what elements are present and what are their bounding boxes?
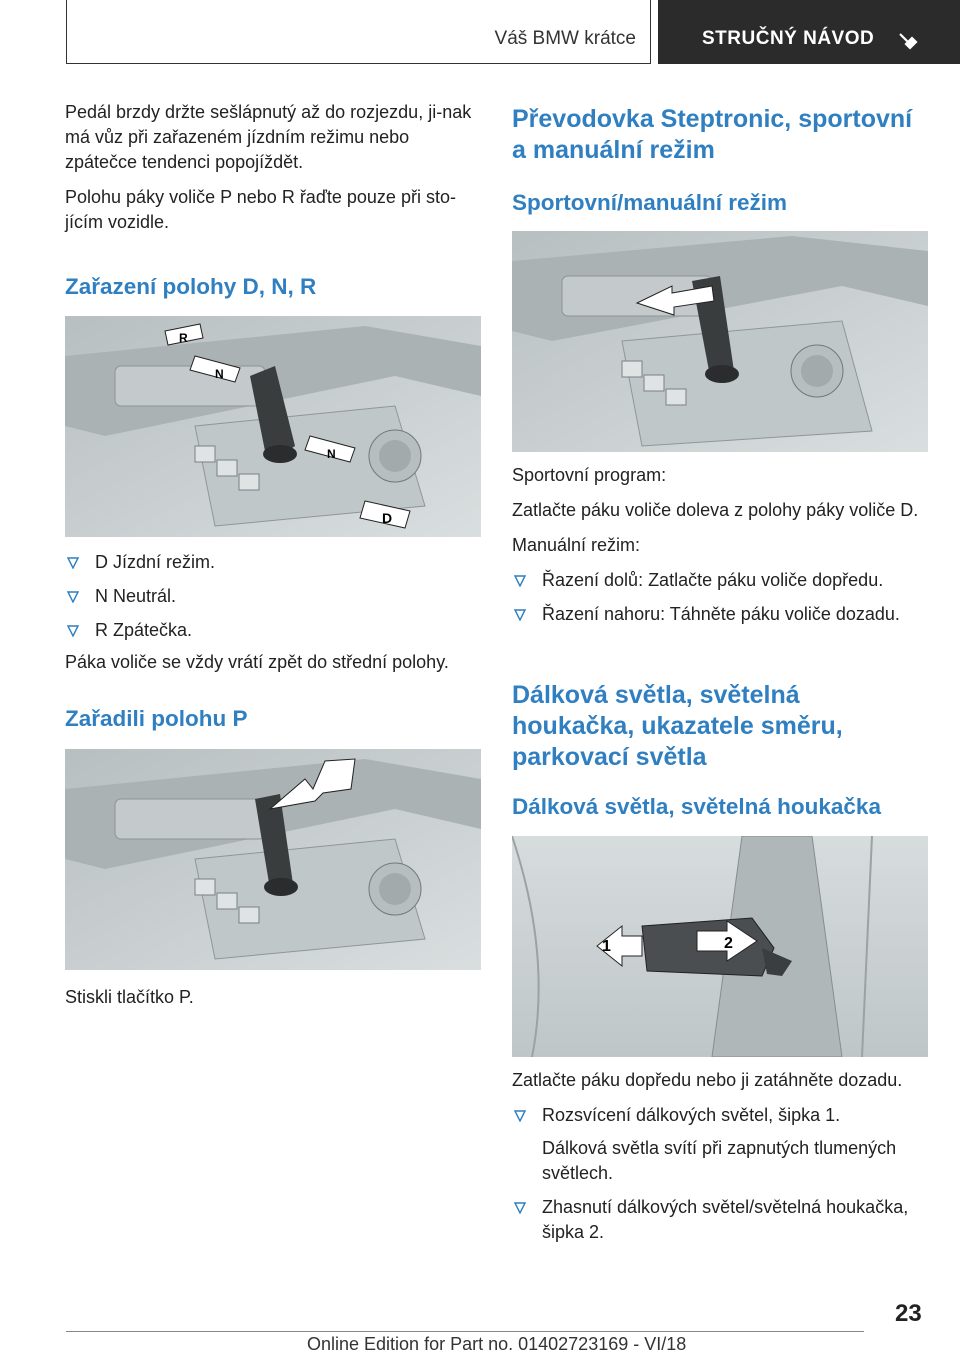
pointer-hand-icon xyxy=(898,30,920,52)
list-item xyxy=(65,584,481,609)
triangle-bullet-icon xyxy=(514,1110,526,1122)
list-item-text: Řazení nahoru: Táhněte páku voliče dozadu. xyxy=(542,604,900,624)
list-item xyxy=(65,550,481,575)
list-item xyxy=(512,1103,932,1186)
img1-label-n2: N xyxy=(327,447,336,461)
header-tab-divider xyxy=(650,0,651,64)
list-item-subtext: Dálková světla svítí při zapnutých tlumených světlech. xyxy=(542,1138,897,1183)
list-dnr-wrap xyxy=(65,550,481,685)
list-dnr xyxy=(65,550,481,643)
footer-divider xyxy=(66,1331,864,1332)
sport-text-wrap xyxy=(512,463,928,636)
img1-label-r: R xyxy=(179,331,188,345)
list-item xyxy=(512,602,928,627)
list-manual xyxy=(512,568,928,627)
img1-label-n1: N xyxy=(215,367,224,381)
list-item xyxy=(512,1195,932,1245)
heading-sport-manual: Sportovní/manuální režim xyxy=(512,190,788,215)
image-gear-selector-dnr xyxy=(65,316,481,537)
lights-text-wrap xyxy=(512,1068,932,1254)
triangle-bullet-icon xyxy=(67,557,79,569)
header-underline xyxy=(66,63,650,64)
list-item-text: N Neutrál. xyxy=(95,586,177,606)
img3-label-2: 2 xyxy=(724,935,733,952)
triangle-bullet-icon xyxy=(67,591,79,603)
img3-label-1: 1 xyxy=(602,938,611,955)
image-stalk xyxy=(512,836,928,1057)
footer-edition: Online Edition for Part no. 01402723169 - VI/18 xyxy=(307,1334,687,1354)
list-item-text: Řazení dolů: Zatlačte páku voliče dopředu. xyxy=(542,570,884,590)
active-tab-label: STRUČNÝ NÁVOD xyxy=(702,28,875,49)
triangle-bullet-icon xyxy=(514,1202,526,1214)
paragraph-brake: Pedál brzdy držte sešlápnutý až do rozjezdu, ji-nak má vůz při zařazeném jízdním režimu nebo zpátečce tendenci popojíždět. xyxy=(65,102,472,172)
triangle-bullet-icon xyxy=(514,575,526,587)
heading-lights: Dálková světla, světelná houkačka, ukazatele směru, parkovací světla xyxy=(512,681,843,771)
heading-high-beam: Dálková světla, světelná houkačka xyxy=(512,794,881,819)
heading-steptronic: Převodovka Steptronic, sportovní a manuální režim xyxy=(512,105,913,164)
list-item-text: Zhasnutí dálkových světel/světelná houkačka, šipka 2. xyxy=(542,1197,909,1242)
paragraph-pressed-p: Stiskli tlačítko P. xyxy=(65,987,194,1007)
list-item xyxy=(65,618,481,643)
triangle-bullet-icon xyxy=(67,625,79,637)
left-column xyxy=(65,100,481,245)
paragraph-return: Páka voliče se vždy vrátí zpět do střední polohy. xyxy=(65,652,449,672)
image-sport-mode xyxy=(512,231,928,452)
header-active-tab[interactable] xyxy=(658,0,960,64)
header-tab-title[interactable]: Váš BMW krátce xyxy=(494,28,636,49)
heading-dnr: Zařazení polohy D, N, R xyxy=(65,274,317,299)
img1-label-d: D xyxy=(382,510,393,526)
list-item-text: R Zpátečka. xyxy=(95,620,193,640)
paragraph-p-r: Polohu páky voliče P nebo R řaďte pouze při sto-jícím vozidle. xyxy=(65,187,456,232)
list-lights xyxy=(512,1103,932,1245)
heading-p: Zařadili polohu P xyxy=(65,706,248,731)
list-item-text: Rozsvícení dálkových světel, šipka 1. xyxy=(542,1105,841,1125)
paragraph-manual: Manuální režim: xyxy=(512,535,641,555)
triangle-bullet-icon xyxy=(514,609,526,621)
page-number: 23 xyxy=(895,1300,922,1327)
paragraph-sport-program: Sportovní program: xyxy=(512,465,667,485)
paragraph-sport-instr: Zatlačte páku voliče doleva z polohy páky voliče D. xyxy=(512,500,919,520)
list-item xyxy=(512,568,928,593)
list-item-text: D Jízdní režim. xyxy=(95,552,216,572)
header-divider-left xyxy=(66,0,67,64)
paragraph-stalk: Zatlačte páku dopředu nebo ji zatáhněte dozadu. xyxy=(512,1070,903,1090)
image-gear-selector-p xyxy=(65,749,481,970)
